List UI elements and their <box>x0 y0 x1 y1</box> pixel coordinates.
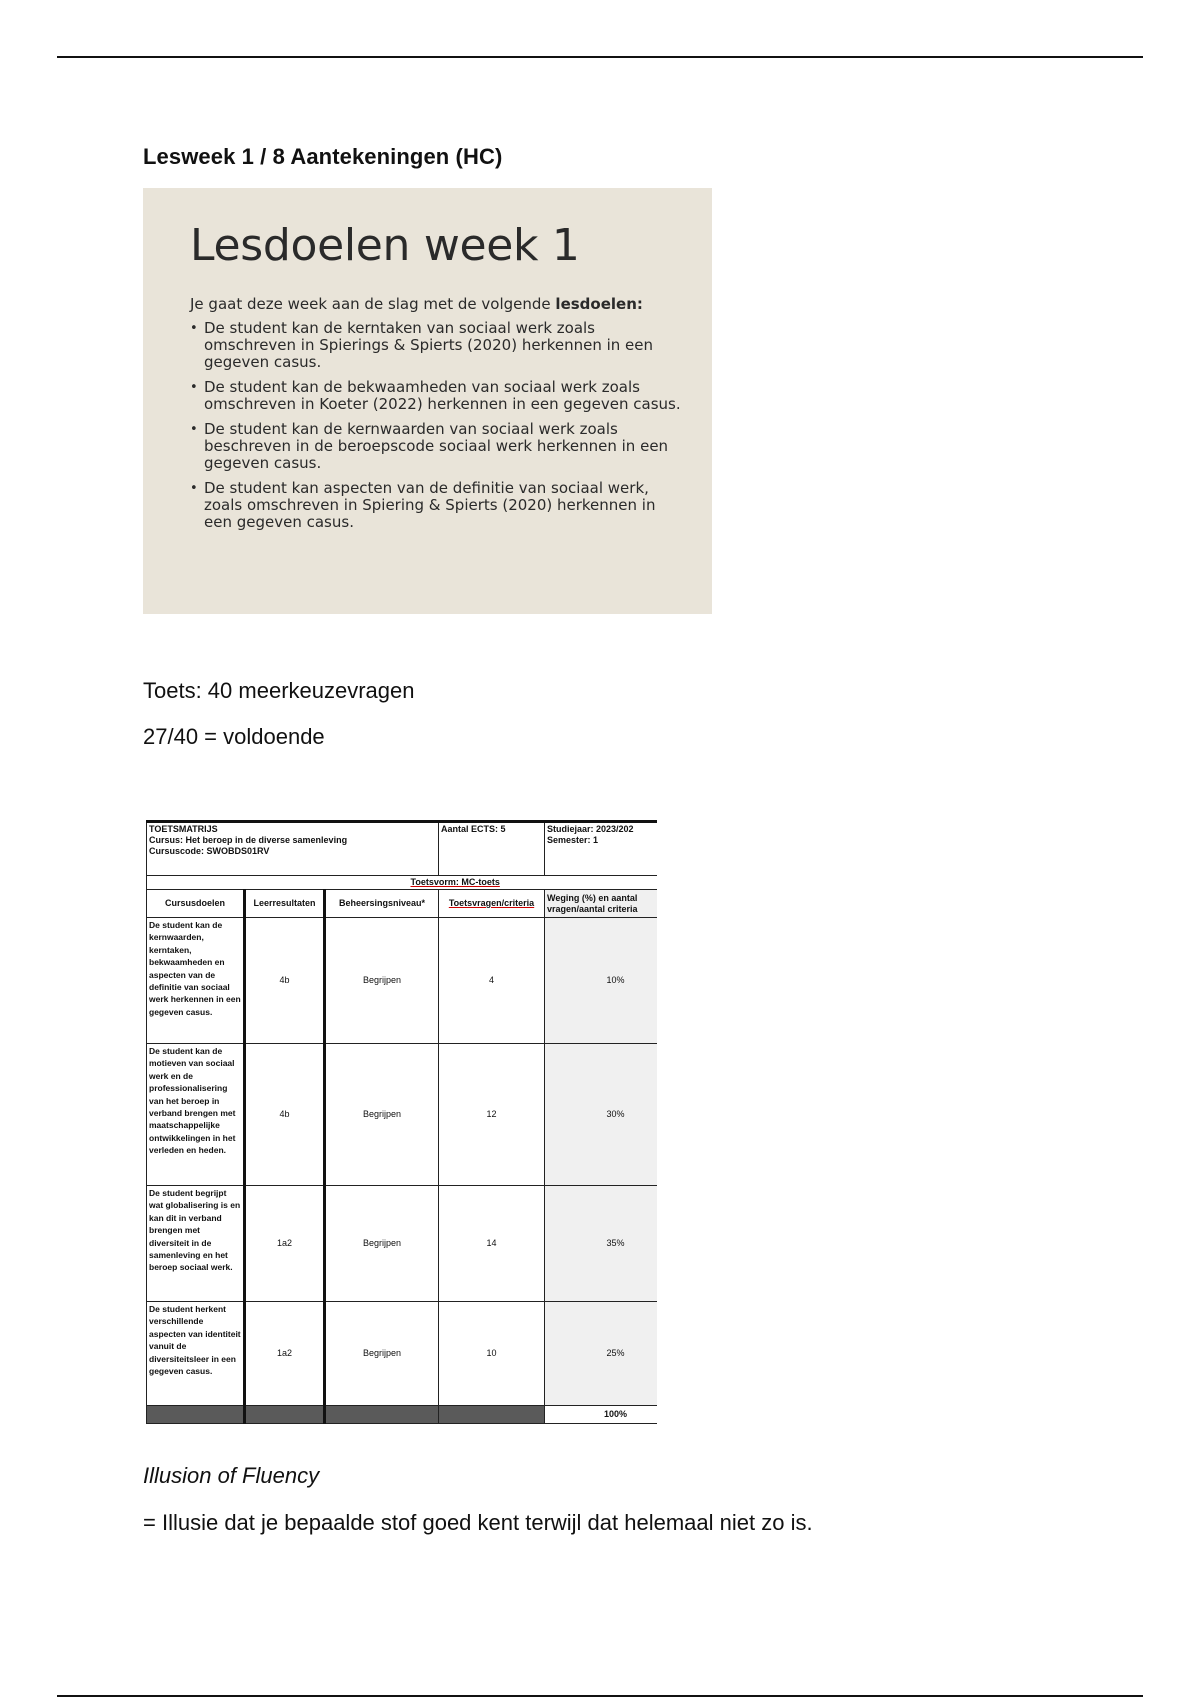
matrix-code: Cursuscode: SWOBDS01RV <box>149 846 270 856</box>
slide-goal-item: • De student kan de kerntaken van sociaal werk zoals omschreven in Spierings & Spierts (2020) herkennen in een gegeven casus. <box>190 320 682 371</box>
matrix-cell-niveau: Begrijpen <box>325 1044 439 1186</box>
matrix-total-filler <box>325 1406 439 1424</box>
slide-title: Lesdoelen week 1 <box>190 220 580 271</box>
matrix-cell-vragen: 10 <box>439 1302 545 1406</box>
matrix-total-filler <box>245 1406 325 1424</box>
toets-text: Toets: 40 meerkeuzevragen <box>143 678 415 703</box>
matrix-cell-niveau: Begrijpen <box>325 1302 439 1406</box>
matrix-cell-niveau: Begrijpen <box>325 918 439 1044</box>
matrix-toetsvorm <box>325 876 658 890</box>
footer-rule <box>57 1695 1143 1697</box>
matrix-cell-resultaat: 4b <box>245 918 325 1044</box>
matrix-ects: Aantal ECTS: 5 <box>439 822 545 876</box>
matrix-total-filler <box>439 1406 545 1424</box>
matrix-column-headers <box>147 890 658 918</box>
slide-intro-text: Je gaat deze week aan de slag met de volgende <box>190 295 556 313</box>
matrix-cell-doel: De student begrijpt wat globalisering is en kan dit in verband brengen met diversiteit in de samenleving en het beroep sociaal werk. <box>147 1186 245 1302</box>
matrix-empty-cell <box>147 876 325 890</box>
matrix-cell-weging: 35% <box>545 1186 658 1302</box>
matrix-header-row <box>147 822 658 876</box>
matrix-toetsvorm-text: Toetsvorm: MC-toets <box>410 877 500 887</box>
matrix-cell-resultaat: 4b <box>245 1044 325 1186</box>
matrix-cell-doel: De student kan de kernwaarden, kerntaken, bekwaamheden en aspecten van de definitie van sociaal werk herkennen in een gegeven casus. <box>147 918 245 1044</box>
illusion-definition: = Illusie dat je bepaalde stof goed kent terwijl dat helemaal niet zo is. <box>143 1510 813 1535</box>
slide-image <box>143 188 712 614</box>
matrix-cell-niveau: Begrijpen <box>325 1186 439 1302</box>
col-weging: Weging (%) en aantal vragen/aantal criteria <box>545 890 658 918</box>
col-toetsvragen-text: Toetsvragen/criteria <box>448 898 535 908</box>
matrix-row <box>147 1186 658 1302</box>
matrix-cell-resultaat: 1a2 <box>245 1186 325 1302</box>
slide-goal-item: • De student kan aspecten van de definitie van sociaal werk, zoals omschreven in Spiering & Spierts (2020) herkennen in een gegeven casus. <box>190 480 682 531</box>
matrix-year-cell <box>545 822 658 876</box>
matrix-row <box>147 918 658 1044</box>
slide-goal-item: • De student kan de kernwaarden van sociaal werk zoals beschreven in de beroepscode sociaal werk herkennen in een gegeven casus. <box>190 421 682 472</box>
slide-intro-bold: lesdoelen: <box>555 295 643 313</box>
header-rule <box>57 56 1143 58</box>
col-cursusdoelen: Cursusdoelen <box>147 890 245 918</box>
matrix-total: 100% <box>545 1406 658 1424</box>
matrix-total-filler <box>147 1406 245 1424</box>
matrix-row <box>147 1302 658 1406</box>
matrix-cell-weging: 30% <box>545 1044 658 1186</box>
matrix-cell-doel: De student kan de motieven van sociaal werk en de professionalisering van het beroep in verband brengen met maatschappelijke ontwikkelingen in het verleden en heden. <box>147 1044 245 1186</box>
toetsmatrijs-table <box>146 820 657 1424</box>
matrix-title: TOETSMATRIJS <box>149 824 218 834</box>
page-heading: Lesweek 1 / 8 Aantekeningen (HC) <box>143 144 503 169</box>
matrix-studiejaar: Studiejaar: 2023/202 <box>547 824 634 834</box>
slide-goals-list <box>190 320 682 531</box>
col-toetsvragen <box>439 890 545 918</box>
matrix-course-cell <box>147 822 439 876</box>
matrix-cell-resultaat: 1a2 <box>245 1302 325 1406</box>
col-leerresultaten: Leerresultaten <box>245 890 325 918</box>
score-text: 27/40 = voldoende <box>143 724 325 749</box>
matrix-cell-weging: 25% <box>545 1302 658 1406</box>
illusion-title: Illusion of Fluency <box>143 1463 320 1488</box>
matrix-row <box>147 1044 658 1186</box>
col-beheersingsniveau: Beheersingsniveau* <box>325 890 439 918</box>
matrix-cell-vragen: 4 <box>439 918 545 1044</box>
matrix-cell-doel: De student herkent verschillende aspecten van identiteit vanuit de diversiteitsleer in een gegeven casus. <box>147 1302 245 1406</box>
matrix-cell-weging: 10% <box>545 918 658 1044</box>
slide-intro <box>190 296 682 313</box>
matrix-cell-vragen: 12 <box>439 1044 545 1186</box>
slide-goal-item: • De student kan de bekwaamheden van sociaal werk zoals omschreven in Koeter (2022) herkennen in een gegeven casus. <box>190 379 682 413</box>
matrix-cell-vragen: 14 <box>439 1186 545 1302</box>
matrix-toetsvorm-row <box>147 876 658 890</box>
matrix-total-row <box>147 1406 658 1424</box>
matrix-course: Cursus: Het beroep in de diverse samenleving <box>149 835 348 845</box>
toetsmatrijs-image <box>146 820 657 1429</box>
matrix-semester: Semester: 1 <box>547 835 599 845</box>
